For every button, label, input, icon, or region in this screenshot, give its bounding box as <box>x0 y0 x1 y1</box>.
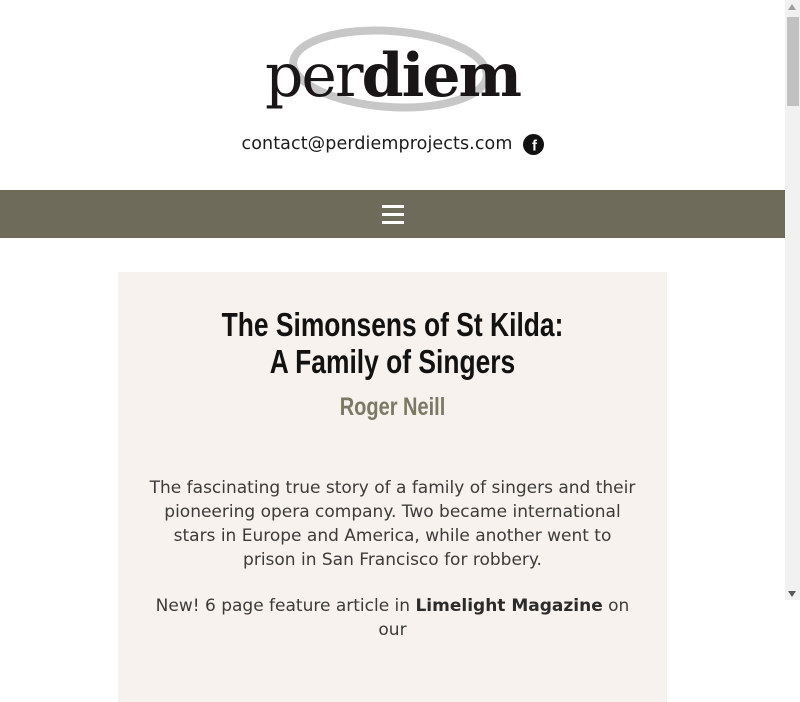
logo-text-bold: diem <box>361 41 520 111</box>
vertical-scrollbar[interactable] <box>785 0 800 600</box>
news-highlight: Limelight Magazine <box>415 596 603 616</box>
scrollbar-thumb[interactable] <box>787 17 799 106</box>
book-author: Roger Neill <box>339 393 446 421</box>
news-line <box>148 594 637 642</box>
facebook-link[interactable] <box>523 134 544 155</box>
scrollbar-up-arrow-icon[interactable] <box>788 4 796 10</box>
news-prefix: New! 6 page feature article in <box>155 596 416 616</box>
logo-text-regular: per <box>264 41 362 111</box>
facebook-icon <box>523 134 544 155</box>
contact-email-link[interactable]: contact@perdiemprojects.com <box>241 134 513 154</box>
hamburger-menu-button[interactable] <box>378 201 408 228</box>
svg-text:f: f <box>531 137 537 154</box>
logo-text <box>265 41 522 111</box>
contact-row <box>0 132 785 156</box>
book-title <box>197 306 588 380</box>
scrollbar-down-arrow-icon[interactable] <box>788 591 796 597</box>
site-header <box>0 0 785 156</box>
news-suffix: on our <box>378 596 630 640</box>
book-title-line1: The Simonsens of St Kilda: <box>221 306 564 343</box>
perdiem-logo-image <box>263 20 523 120</box>
hamburger-menu-icon <box>382 205 404 208</box>
perdiem-logo[interactable] <box>263 20 523 120</box>
book-title-line2: A Family of Singers <box>269 343 516 380</box>
book-card <box>118 272 667 702</box>
book-description: The fascinating true story of a family of singers and their pioneering opera company. Two became international stars in Europe and America, while another went to prison in San Francisco for robbery. <box>149 478 636 570</box>
main-navbar <box>0 190 785 238</box>
main-content <box>0 238 785 702</box>
